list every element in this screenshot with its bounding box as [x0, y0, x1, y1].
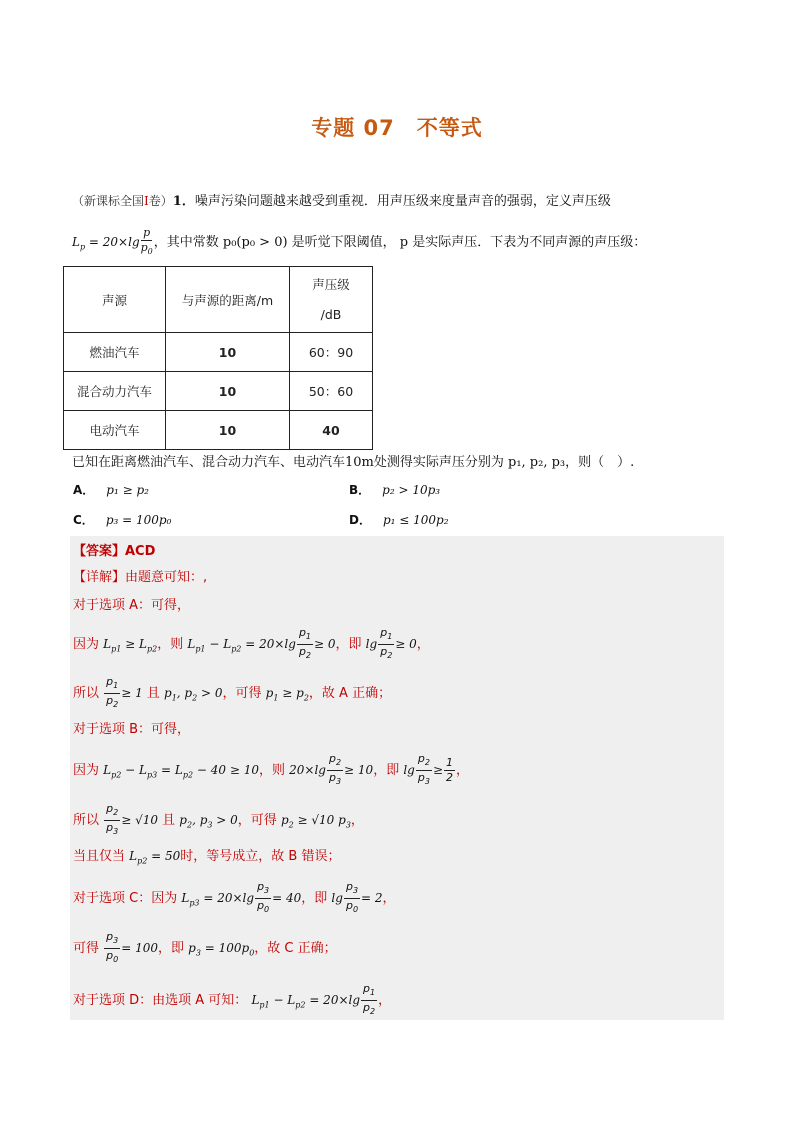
table-cell: 电动汽车	[64, 411, 166, 450]
option-c: C． p₃ = 100p₀	[73, 513, 172, 527]
question-line-2	[72, 226, 646, 259]
table-header-distance: 与声源的距离/m	[166, 267, 290, 333]
page-title: 专题 07 不等式	[311, 116, 483, 140]
answer-line: 可得 $\frac{p_3}{p_0}$ = 100，即 $p_3 = 100p_0$，故 C 正确；	[73, 930, 337, 965]
answer-line: 因为 $L_{p2} - L_{p3} = L_{p2} - 40 \ge 10$，则 20×lg $\frac{p_2}{p_3}$ ≥ 10，即 lg $\frac{p_2}{p_3}$ ≥ $\frac{1}{2}$ ，	[73, 752, 470, 787]
option-b: B． p₂ > 10p₃	[349, 483, 441, 497]
table-cell: 燃油汽车	[64, 333, 166, 372]
answer-line: 所以 $\frac{p_1}{p_2}$ ≥ 1 且 $p_1$, $p_2 > 0$，可得 $p_1 \ge p_2$，故 A 正确；	[73, 675, 392, 710]
table-header-source: 声源	[64, 267, 166, 333]
formula-lp: $L_p = 20\times\lg$	[72, 235, 140, 252]
answer-line: 对于选项 D：由选项 A 可知： $L_{p1} - L_{p2} = 20\times\lg$ $\frac{p_1}{p_2}$ ，	[73, 982, 392, 1017]
question-line-3: 已知在距离燃油汽车、混合动力汽车、电动汽车10m处测得实际声压分别为 p₁, p₂, p₃，则（ ）.	[72, 455, 635, 470]
option-d: D． p₁ ≤ 100p₂	[349, 513, 449, 527]
answer-line: 对于选项 B：可得，	[73, 722, 191, 737]
question-line-1	[72, 190, 611, 209]
question-text: 噪声污染问题越来越受到重视．用声压级来度量声音的强弱，定义声压级	[194, 194, 611, 209]
fraction-p-p0: $\frac{p}{p_0}$	[140, 226, 153, 257]
detail-label: 【详解】由题意可知：,	[73, 570, 208, 585]
table-cell: 10	[166, 333, 290, 372]
question-line-2-text: ，其中常数 p₀(p₀ > 0) 是听觉下限阈值， p 是实际声压．下表为不同声源的声压级：	[153, 235, 647, 251]
answer-line: 所以 $\frac{p_2}{p_3}$ ≥ √10 且 $p_2$, $p_3 > 0$，可得 $p_2 \ge √10$ $p_3$，	[73, 802, 364, 837]
option-a: A． p₁ ≥ p₂	[73, 483, 149, 497]
table-cell: 50：60	[290, 372, 373, 411]
table-cell: 10	[166, 411, 290, 450]
table-header-level: 声压级 /dB	[290, 267, 373, 333]
answer-line: 对于选项 A：可得，	[73, 598, 191, 613]
question-number: 1．	[172, 194, 195, 209]
sound-level-table	[63, 266, 373, 450]
table-cell: 混合动力汽车	[64, 372, 166, 411]
answer-line: 因为 $L_{p1} \ge L_{p2}$，则 $L_{p1} - L_{p2} = 20\times\lg$ $\frac{p_1}{p_2}$ ≥ 0，即 lg $\frac{p_1}{p_2}$ ≥ 0，	[73, 626, 430, 661]
table-cell: 10	[166, 372, 290, 411]
table-cell: 40	[290, 411, 373, 450]
answer-label: 【答案】ACD	[73, 544, 156, 559]
table-cell: 60：90	[290, 333, 373, 372]
question-source: （新课标全国I卷）	[72, 194, 173, 208]
answer-line: 对于选项 C：因为 $L_{p3} = 20\times\lg$ $\frac{p_3}{p_0}$ = 40，即 lg $\frac{p_3}{p_0}$ = 2，	[73, 880, 396, 915]
answer-line: 当且仅当 $L_{p2} = 50$时，等号成立，故 B 错误；	[73, 849, 341, 866]
